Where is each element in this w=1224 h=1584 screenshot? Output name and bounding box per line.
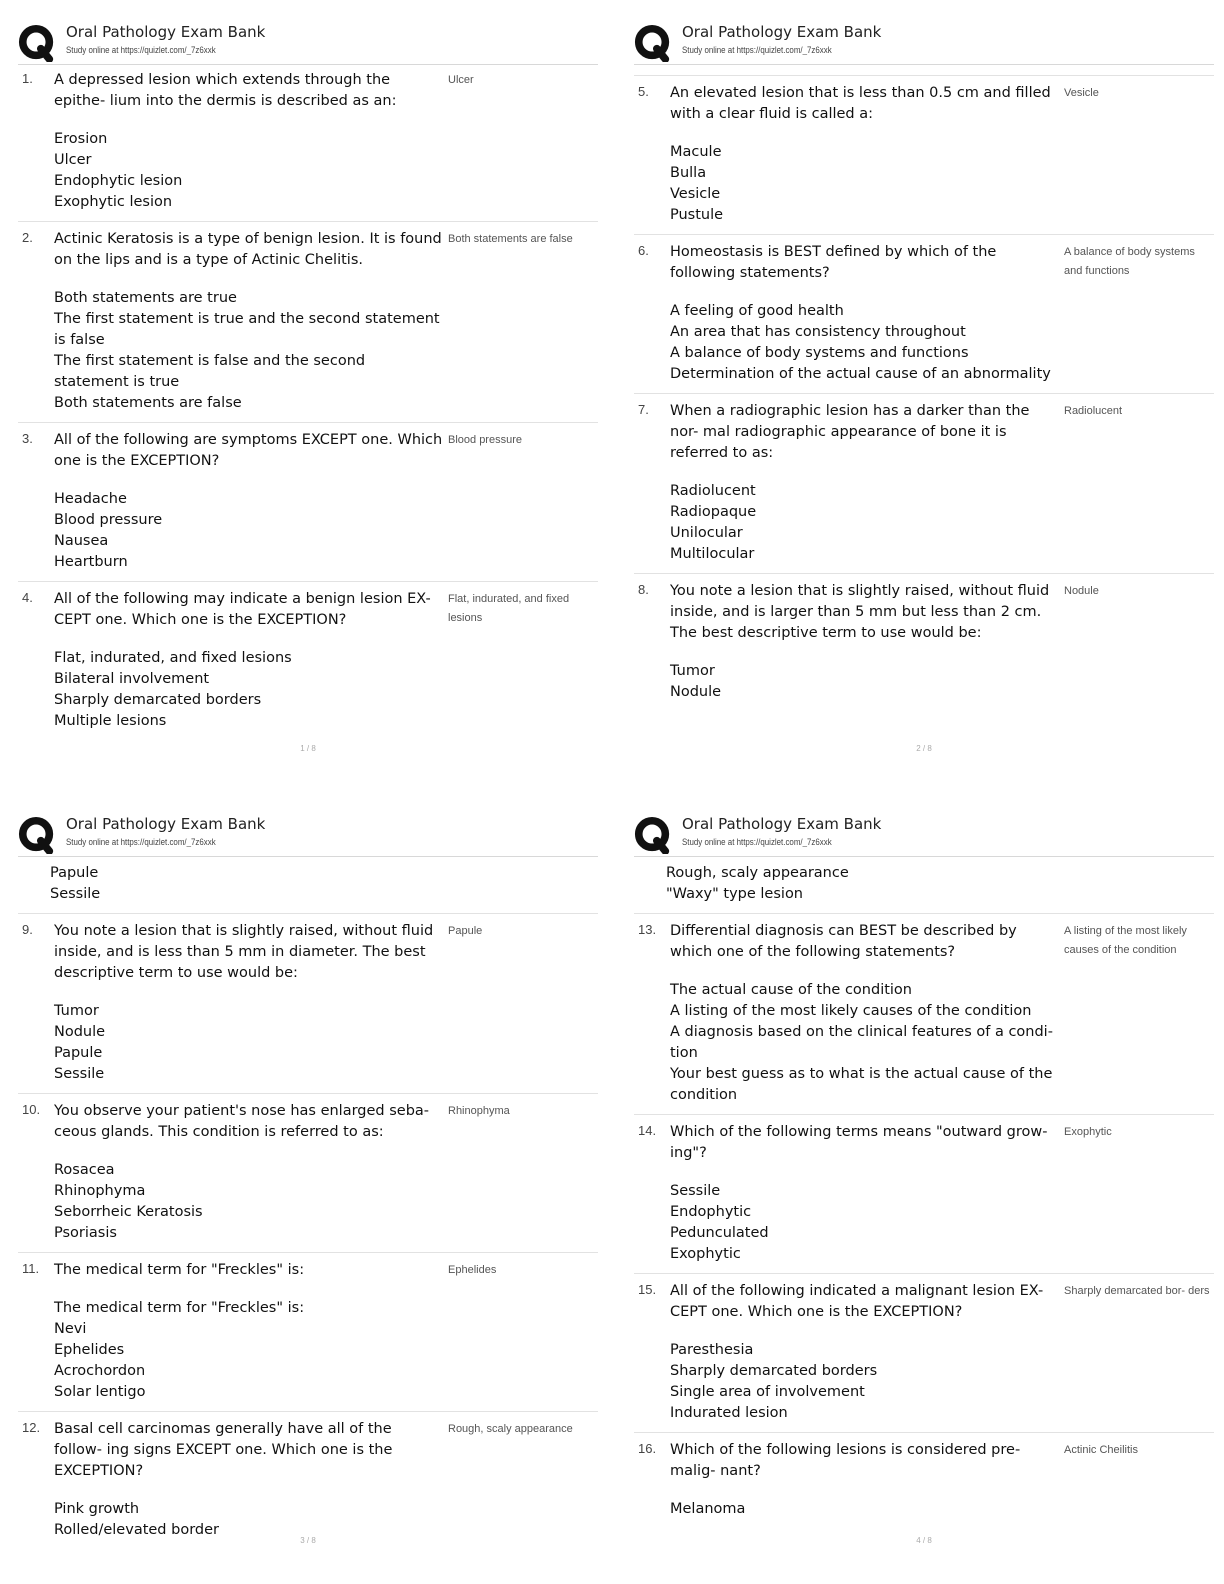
answer-option: The actual cause of the condition [670, 982, 912, 998]
question-number: 12. [22, 1420, 41, 1435]
answer-option: Nevi [54, 1321, 87, 1337]
continued-options [634, 857, 1214, 914]
quizlet-logo-icon [18, 816, 56, 854]
question-number: 4. [22, 590, 33, 605]
answer-option: Ephelides [54, 1342, 125, 1358]
answer-option: Rhinophyma [54, 1183, 146, 1199]
question-text: You note a lesion that is slightly raised, without fluid inside, and is less than 5 mm in diameter. The best descriptive term to use would be: [54, 923, 434, 981]
correct-answer: A listing of the most likely causes of the condition [1064, 925, 1187, 956]
correct-answer: Both statements are false [448, 233, 573, 245]
page-header [18, 808, 598, 857]
answer-option: The first statement is true and the second statement is false [54, 311, 440, 348]
question-text: Homeostasis is BEST defined by which of the following statements? [670, 244, 997, 281]
page-title: Oral Pathology Exam Bank [682, 23, 882, 41]
question-text: All of the following may indicate a benign lesion EX- CEPT one. Which one is the EXCEPTION? [54, 591, 431, 628]
answer-option: Papule [54, 1045, 103, 1061]
answer-option: Heartburn [54, 554, 128, 570]
answer-option: Sessile [670, 1183, 721, 1199]
question-item [18, 222, 598, 423]
page-number: 1 / 8 [300, 744, 316, 753]
answer-option: Flat, indurated, and fixed lesions [54, 650, 292, 666]
page-subtitle-link[interactable]: Study online at https://quizlet.com/_7z6xxk [66, 45, 216, 55]
question-item [634, 914, 1214, 1115]
quizlet-logo-icon [634, 24, 672, 62]
question-number: 15. [638, 1282, 657, 1297]
page-header [634, 16, 1214, 65]
answer-option: Melanoma [670, 1501, 746, 1517]
question-item [634, 394, 1214, 574]
answer-option: Sessile [54, 1066, 105, 1082]
question-text: The medical term for "Freckles" is: [54, 1262, 305, 1278]
answer-option: Acrochordon [54, 1363, 146, 1379]
question-item [18, 582, 598, 740]
answer-option: Nausea [54, 533, 109, 549]
page-title: Oral Pathology Exam Bank [66, 815, 266, 833]
question-item [18, 1094, 598, 1253]
continued-block [634, 65, 1214, 76]
question-number: 7. [638, 402, 649, 417]
question-text: You note a lesion that is slightly raised, without fluid inside, and is larger than 5 mm but less than 2 cm. The best descriptive term to use would be: [670, 583, 1050, 641]
question-text: An elevated lesion that is less than 0.5 cm and filled with a clear fluid is called a: [670, 85, 1051, 122]
question-number: 6. [638, 243, 649, 258]
answer-option: A balance of body systems and functions [670, 345, 969, 361]
page-subtitle-link[interactable]: Study online at https://quizlet.com/_7z6xxk [682, 45, 832, 55]
question-number: 1. [22, 71, 33, 86]
answer-option: Bilateral involvement [54, 671, 210, 687]
answer-option: Rough, scaly appearance [666, 865, 849, 881]
correct-answer: Nodule [1064, 585, 1099, 597]
question-item [634, 76, 1214, 235]
answer-option: Solar lentigo [54, 1384, 146, 1400]
question-text: Differential diagnosis can BEST be described by which one of the following statements? [670, 923, 1017, 960]
answer-option: A diagnosis based on the clinical features of a condi- tion [670, 1024, 1053, 1061]
question-list [634, 914, 1214, 1528]
answer-option: Bulla [670, 165, 707, 181]
question-item [18, 423, 598, 582]
correct-answer: Ephelides [448, 1264, 497, 1276]
answer-option: A feeling of good health [670, 303, 844, 319]
question-item [18, 914, 598, 1094]
answer-option: Papule [50, 865, 99, 881]
page-title: Oral Pathology Exam Bank [66, 23, 266, 41]
question-item [634, 1115, 1214, 1274]
correct-answer: Rhinophyma [448, 1105, 510, 1117]
page-number: 2 / 8 [916, 744, 932, 753]
correct-answer: Ulcer [448, 74, 474, 86]
question-item [634, 1274, 1214, 1433]
correct-answer: Sharply demarcated bor- ders [1064, 1285, 1210, 1297]
correct-answer: Papule [448, 925, 483, 937]
answer-option: A listing of the most likely causes of the condition [670, 1003, 1032, 1019]
answer-option: Paresthesia [670, 1342, 754, 1358]
answer-option: Rolled/elevated border [54, 1522, 219, 1538]
answer-option: Pink growth [54, 1501, 140, 1517]
question-list [18, 914, 598, 1549]
answer-option: Your best guess as to what is the actual cause of the condition [670, 1066, 1053, 1103]
page-header [18, 16, 598, 65]
answer-option: Multiple lesions [54, 713, 167, 729]
quizlet-logo-icon [18, 24, 56, 62]
answer-option: Sharply demarcated borders [670, 1363, 878, 1379]
question-text: All of the following are symptoms EXCEPT one. Which one is the EXCEPTION? [54, 432, 443, 469]
question-text: You observe your patient's nose has enlarged seba- ceous glands. This condition is referred to as: [54, 1103, 430, 1140]
question-number: 10. [22, 1102, 41, 1117]
question-item [18, 65, 598, 222]
correct-answer: Rough, scaly appearance [448, 1423, 573, 1435]
correct-answer: Actinic Cheilitis [1064, 1444, 1138, 1456]
answer-option: Blood pressure [54, 512, 163, 528]
question-number: 16. [638, 1441, 657, 1456]
question-number: 14. [638, 1123, 657, 1138]
answer-option: Tumor [670, 663, 715, 679]
answer-option: Both statements are false [54, 395, 242, 411]
answer-option: The medical term for "Freckles" is: [54, 1300, 305, 1316]
answer-option: Determination of the actual cause of an abnormality [670, 366, 1051, 382]
answer-option: "Waxy" type lesion [666, 886, 803, 902]
question-item [634, 235, 1214, 394]
continued-options [18, 857, 598, 914]
answer-option: An area that has consistency throughout [670, 324, 966, 340]
question-number: 2. [22, 230, 33, 245]
answer-option: Unilocular [670, 525, 743, 541]
answer-option: Endophytic lesion [54, 173, 183, 189]
answer-option: Erosion [54, 131, 108, 147]
question-item [18, 1253, 598, 1412]
question-text: Actinic Keratosis is a type of benign lesion. It is found on the lips and is a type of Actinic Chelitis. [54, 231, 442, 268]
document-page-2 [634, 16, 1214, 786]
answer-option: Seborrheic Keratosis [54, 1204, 203, 1220]
document-page-4 [634, 808, 1214, 1578]
question-list [634, 76, 1214, 711]
question-item [634, 574, 1214, 711]
correct-answer: Blood pressure [448, 434, 522, 446]
page-header [634, 808, 1214, 857]
answer-option: Single area of involvement [670, 1384, 865, 1400]
answer-option: Rosacea [54, 1162, 115, 1178]
document-page-1 [18, 16, 598, 786]
answer-option: Radiopaque [670, 504, 757, 520]
question-text: When a radiographic lesion has a darker than the nor- mal radiographic appearance of bone it is referred to as: [670, 403, 1030, 461]
correct-answer: Exophytic [1064, 1126, 1112, 1138]
page-title: Oral Pathology Exam Bank [682, 815, 882, 833]
answer-option: Macule [670, 144, 722, 160]
page-subtitle-link[interactable]: Study online at https://quizlet.com/_7z6xxk [682, 837, 832, 847]
question-number: 11. [22, 1261, 40, 1276]
answer-option: Sharply demarcated borders [54, 692, 262, 708]
answer-option: Tumor [54, 1003, 99, 1019]
question-list [18, 65, 598, 740]
answer-option: Vesicle [670, 186, 721, 202]
answer-option: Multilocular [670, 546, 755, 562]
page-subtitle-link[interactable]: Study online at https://quizlet.com/_7z6xxk [66, 837, 216, 847]
answer-option: Radiolucent [670, 483, 756, 499]
answer-option: Sessile [50, 886, 101, 902]
question-number: 5. [638, 84, 649, 99]
answer-option: Nodule [54, 1024, 106, 1040]
answer-option: Headache [54, 491, 127, 507]
question-number: 13. [638, 922, 657, 937]
page-number: 4 / 8 [916, 1536, 932, 1545]
answer-option: Exophytic [670, 1246, 741, 1262]
correct-answer: Flat, indurated, and fixed lesions [448, 593, 570, 624]
answer-option: Pedunculated [670, 1225, 769, 1241]
correct-answer: A balance of body systems and functions [1064, 246, 1195, 277]
question-text: Which of the following lesions is considered pre-malig- nant? [670, 1442, 1021, 1479]
document-page-3 [18, 808, 598, 1578]
answer-option: Both statements are true [54, 290, 237, 306]
question-number: 3. [22, 431, 33, 446]
answer-option: Exophytic lesion [54, 194, 173, 210]
question-text: All of the following indicated a malignant lesion EX- CEPT one. Which one is the EXCEPTION? [670, 1283, 1044, 1320]
answer-option: Endophytic [670, 1204, 752, 1220]
answer-option: Nodule [670, 684, 722, 700]
question-text: Basal cell carcinomas generally have all of the follow- ing signs EXCEPT one. Which one is the EXCEPTION? [54, 1421, 393, 1479]
question-item [18, 1412, 598, 1549]
page-number: 3 / 8 [300, 1536, 316, 1545]
question-text: Which of the following terms means "outward grow- ing"? [670, 1124, 1048, 1161]
question-number: 8. [638, 582, 649, 597]
answer-option: Pustule [670, 207, 724, 223]
correct-answer: Vesicle [1064, 87, 1099, 99]
quizlet-logo-icon [634, 816, 672, 854]
answer-option: Indurated lesion [670, 1405, 788, 1421]
answer-option: Ulcer [54, 152, 92, 168]
question-text: A depressed lesion which extends through the epithe- lium into the dermis is described as an: [54, 72, 397, 109]
answer-option: The first statement is false and the second statement is true [54, 353, 366, 390]
answer-option: Psoriasis [54, 1225, 117, 1241]
question-item [634, 1433, 1214, 1528]
question-number: 9. [22, 922, 33, 937]
correct-answer: Radiolucent [1064, 405, 1123, 417]
